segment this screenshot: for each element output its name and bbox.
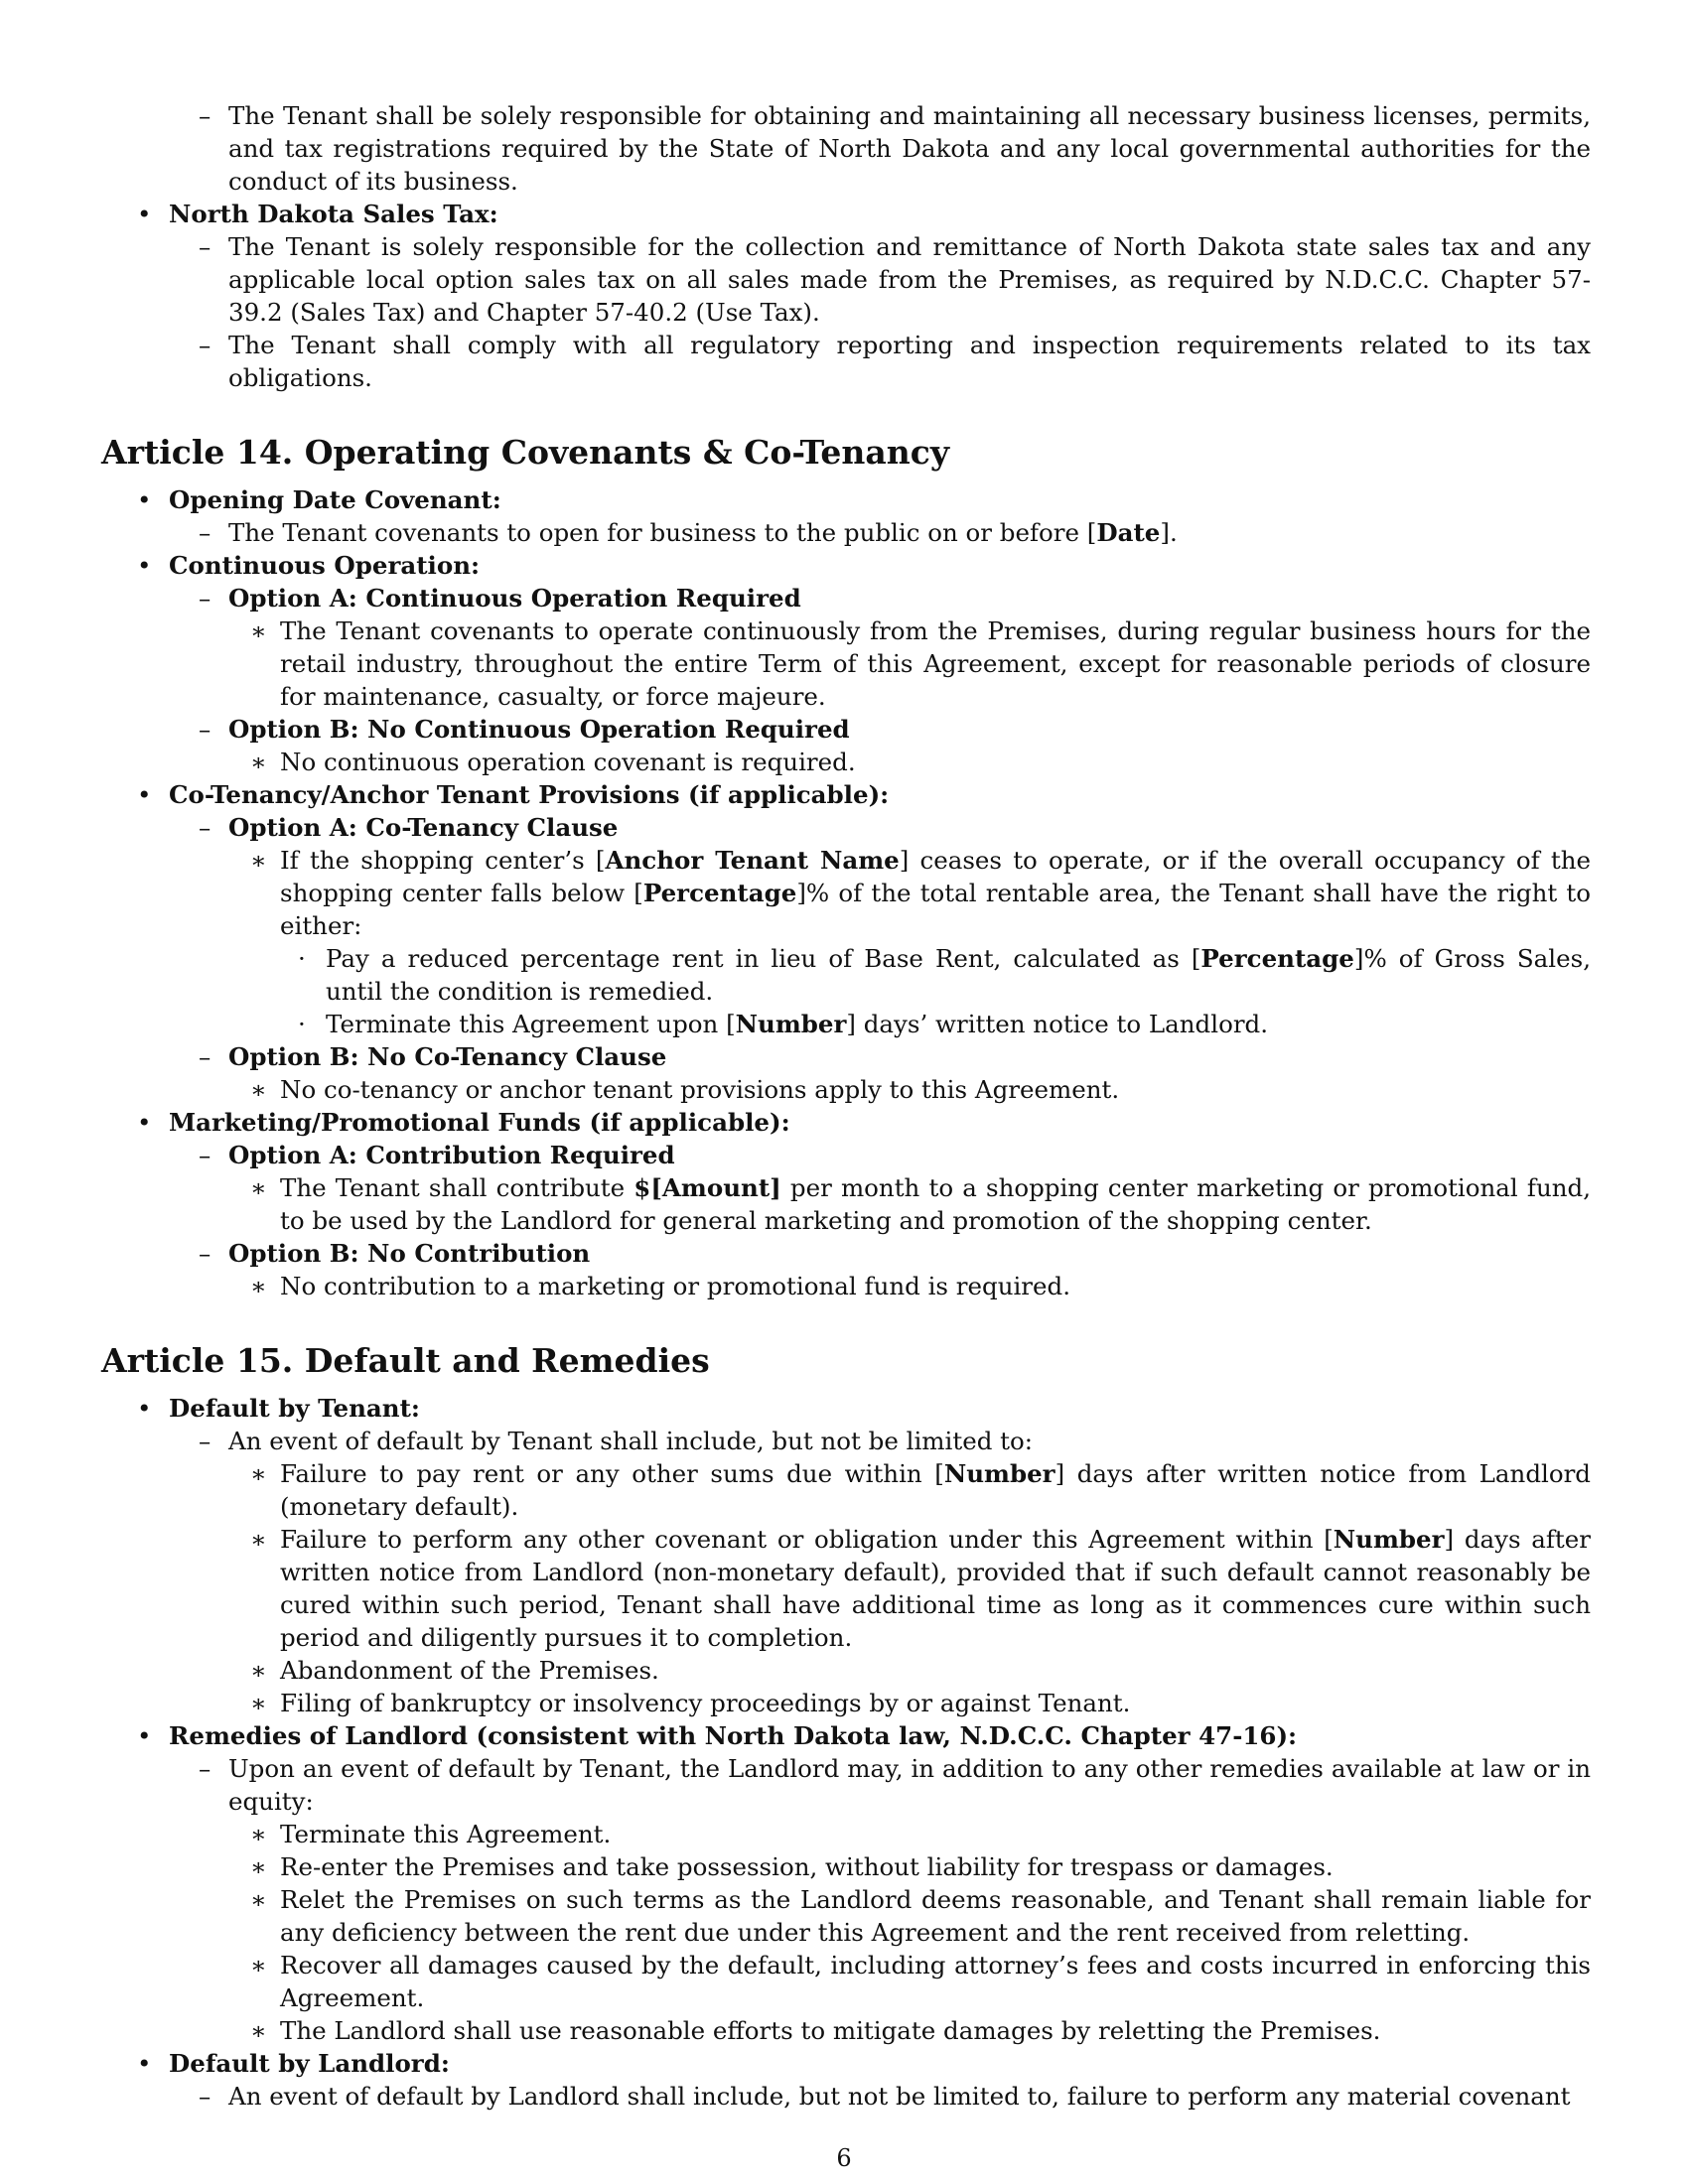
asterisk-marker: ∗ [250,1656,267,1685]
dash-marker: – [199,1754,211,1783]
dash-marker: – [199,331,211,359]
bullet-marker: • [137,780,152,809]
list-item: ∗ Relet the Premises on such terms as the Landlord deems reasonable, and Tenant shall remain liable for any deficiency between the rent due under this Agreement and the rent received from reletting. [250,1885,1591,1947]
list-item: – The Tenant is solely responsible for the collection and remittance of North Dakota state sales tax and any applicable local option sales tax on all sales made from the Premises, as required by N.D.C.C. Chapter 57-39.2 (Sales Tax) and Chapter 57-40.2 (Use Tax). [199,232,1591,327]
option-title: Option A: Continuous Operation Required [228,584,801,613]
list-item: – The Tenant covenants to open for business to the public on or before [Date]. [199,518,1178,547]
section-heading: Remedies of Landlord (consistent with North Dakota law, N.D.C.C. Chapter 47-16): [169,1721,1298,1750]
list-item: ∗ The Tenant shall contribute $[Amount] per month to a shopping center marketing or promotional fund, to be used by the Landlord for general marketing and promotion of the shopping center. [250,1173,1591,1235]
bullet-marker: • [137,200,152,228]
list-item [101,483,1591,516]
option-title: Option B: No Co-Tenancy Clause [228,1042,667,1071]
bullet-marker: • [137,551,152,580]
asterisk-marker: ∗ [250,1272,267,1300]
page-number: 6 [836,2144,852,2172]
list-item [101,549,1591,582]
section-heading: Default by Landlord: [169,2049,450,2078]
list-item: ∗ Re-enter the Premises and take possession, without liability for trespass or damages. [250,1852,1334,1881]
list-item [101,811,1591,844]
list-item: · Terminate this Agreement upon [Number] days’ written notice to Landlord. [298,1010,1269,1038]
list-item: – The Tenant shall comply with all regulatory reporting and inspection requirements related to its tax obligations. [199,331,1591,392]
section-heading: Co-Tenancy/Anchor Tenant Provisions (if applicable): [169,780,890,809]
list-item: ∗ No co-tenancy or anchor tenant provisions apply to this Agreement. [250,1075,1120,1104]
placeholder: Number [735,1010,847,1038]
asterisk-marker: ∗ [250,846,267,875]
list-item [101,1392,1591,1425]
asterisk-marker: ∗ [250,748,267,776]
list-item: ∗ Terminate this Agreement. [250,1820,612,1848]
asterisk-marker: ∗ [250,1525,267,1554]
placeholder: Anchor Tenant Name [605,846,900,875]
section-heading: Marketing/Promotional Funds (if applicable): [169,1108,790,1137]
asterisk-marker: ∗ [250,1689,267,1717]
list-item: ∗ Recover all damages caused by the default, including attorney’s fees and costs incurred in enforcing this Agreement. [250,1951,1591,2012]
list-item [101,1139,1591,1171]
list-item [101,713,1591,746]
placeholder: Percentage [642,879,797,907]
placeholder: Percentage [1200,944,1354,973]
bullet-marker: • [137,1394,152,1423]
dash-marker: – [199,1141,211,1169]
option-title: Option A: Contribution Required [228,1141,675,1169]
asterisk-marker: ∗ [250,1951,267,1979]
article-15-title: Article 15. Default and Remedies [101,1341,710,1380]
list-item: ∗ If the shopping center’s [Anchor Tenant Name] ceases to operate, or if the overall occupancy of the shopping center falls below [Percentage]% of the total rentable area, the Tenant shall have the right to either: [250,846,1591,940]
dot-marker: · [298,1010,306,1038]
section-heading: Default by Tenant: [169,1394,420,1423]
dash-marker: – [199,584,211,613]
list-item: ∗ Failure to perform any other covenant or obligation under this Agreement within [Number] days after written notice from Landlord (non-monetary default), provided that if such default cannot reasonably be cured within such period, Tenant shall have additional time as long as it commences cure within such period and diligently pursues it to completion. [250,1525,1591,1652]
asterisk-marker: ∗ [250,616,267,645]
dash-marker: – [199,518,211,547]
list-item: ∗ The Landlord shall use reasonable efforts to mitigate damages by reletting the Premises. [250,2016,1381,2045]
section-heading: Opening Date Covenant: [169,485,501,514]
list-item: – Upon an event of default by Tenant, the Landlord may, in addition to any other remedies available at law or in equity: [199,1754,1591,1816]
list-item: ∗ No contribution to a marketing or promotional fund is required. [250,1272,1070,1300]
option-title: Option A: Co-Tenancy Clause [228,813,619,842]
list-item [101,1040,1591,1073]
list-item [101,1719,1591,1752]
bullet-marker: • [137,1108,152,1137]
option-title: Option B: No Continuous Operation Required [228,715,850,744]
placeholder: Date [1096,518,1161,547]
list-item [101,582,1591,614]
placeholder: Number [943,1459,1055,1488]
list-item: · Pay a reduced percentage rent in lieu of Base Rent, calculated as [Percentage]% of Gross Sales, until the condition is remedied. [298,944,1591,1006]
dot-marker: · [298,944,306,973]
bullet-marker: • [137,2049,152,2078]
list-item: – An event of default by Tenant shall include, but not be limited to: [199,1427,1034,1455]
list-item: – The Tenant shall be solely responsible for obtaining and maintaining all necessary business licenses, permits, and tax registrations required by the State of North Dakota and any local governmental authorities for the conduct of its business. [199,101,1591,196]
list-item [101,198,1591,230]
list-item [101,2047,1591,2080]
article-14-title: Article 14. Operating Covenants & Co-Tenancy [101,433,950,472]
list-item: ∗ Failure to pay rent or any other sums due within [Number] days after written notice from Landlord (monetary default). [250,1459,1591,1521]
dash-marker: – [199,1239,211,1268]
section-heading: North Dakota Sales Tax: [169,200,498,228]
dash-marker: – [199,1042,211,1071]
placeholder: $[Amount] [633,1173,781,1202]
list-item [101,1237,1591,1270]
asterisk-marker: ∗ [250,1173,267,1202]
bullet-marker: • [137,485,152,514]
list-item: ∗ The Tenant covenants to operate continuously from the Premises, during regular business hours for the retail industry, throughout the entire Term of this Agreement, except for reasonable periods of closure for maintenance, casualty, or force majeure. [250,616,1591,711]
asterisk-marker: ∗ [250,1075,267,1104]
asterisk-marker: ∗ [250,2016,267,2045]
bullet-marker: • [137,1721,152,1750]
list-item: – An event of default by Landlord shall include, but not be limited to, failure to perform any material covenant [199,2082,1571,2111]
dash-marker: – [199,813,211,842]
option-title: Option B: No Contribution [228,1239,591,1268]
asterisk-marker: ∗ [250,1459,267,1488]
asterisk-marker: ∗ [250,1852,267,1881]
list-item: ∗ No continuous operation covenant is required. [250,748,856,776]
dash-marker: – [199,232,211,261]
asterisk-marker: ∗ [250,1885,267,1914]
document-page [101,99,1591,2113]
section-heading: Continuous Operation: [169,551,481,580]
dash-marker: – [199,1427,211,1455]
list-item [101,1106,1591,1139]
dash-marker: – [199,101,211,130]
dash-marker: – [199,715,211,744]
placeholder: Number [1333,1525,1445,1554]
asterisk-marker: ∗ [250,1820,267,1848]
list-item: ∗ Filing of bankruptcy or insolvency proceedings by or against Tenant. [250,1689,1131,1717]
list-item [101,778,1591,811]
list-item: ∗ Abandonment of the Premises. [250,1656,659,1685]
dash-marker: – [199,2082,211,2111]
